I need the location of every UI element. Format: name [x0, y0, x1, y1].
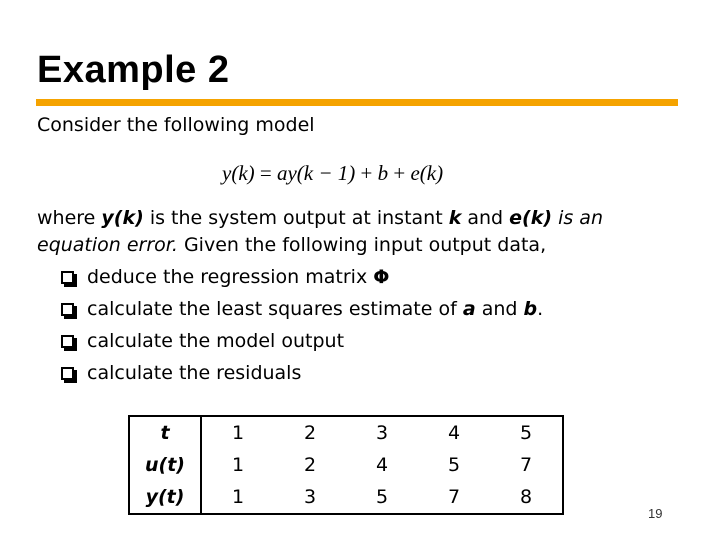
table-cell: 4	[418, 416, 490, 449]
bullet-text: .	[537, 298, 544, 320]
table-cell: 7	[418, 481, 490, 514]
equation-plus: +	[388, 161, 411, 185]
table-row	[129, 416, 563, 449]
checkbox-bullet-icon	[61, 271, 74, 284]
list-item	[61, 293, 543, 325]
table-cell: 2	[303, 454, 317, 476]
description-text: Given the following input output data,	[177, 234, 547, 256]
equation-a: a	[276, 161, 288, 185]
k-term: k	[448, 207, 462, 229]
title-underline	[36, 99, 678, 106]
table-cell: 8	[490, 481, 563, 514]
row-header: y(t)	[129, 481, 201, 514]
equation-lhs: y(k)	[222, 161, 255, 185]
equation-b: b	[377, 161, 389, 185]
bullet-text: calculate the least squares estimate of	[87, 298, 457, 320]
description-text: where	[37, 207, 102, 229]
table-cell: 1	[201, 481, 274, 514]
list-item	[61, 261, 543, 293]
table-cell: 1	[231, 454, 245, 476]
bullet-text: and	[481, 298, 518, 320]
list-item	[61, 325, 543, 357]
table-cell: 1	[201, 416, 274, 449]
bullet-text: calculate the model output	[87, 330, 345, 352]
table-row	[129, 481, 563, 514]
data-table	[128, 415, 564, 515]
task-list	[61, 261, 543, 389]
table-cell: 3	[346, 416, 418, 449]
checkbox-bullet-icon	[61, 335, 74, 348]
description-text: is the system output at instant	[143, 207, 449, 229]
row-header: t	[129, 416, 201, 449]
description-text: and	[461, 207, 510, 229]
table-cell: 5	[490, 416, 563, 449]
row-header: u(t)	[129, 449, 201, 481]
equation-e: e(k)	[410, 161, 444, 185]
table-row	[129, 449, 563, 481]
table-cell: 3	[274, 481, 346, 514]
equation-y-prev: y(k − 1)	[287, 161, 356, 185]
checkbox-bullet-icon	[61, 303, 74, 316]
description-text: is an	[552, 207, 603, 229]
b-term: b	[523, 298, 538, 320]
y-term: y(k)	[101, 207, 144, 229]
phi-symbol: Φ	[373, 266, 390, 288]
page-number: 19	[648, 506, 663, 521]
description-text: equation error.	[37, 234, 178, 256]
checkbox-bullet-icon	[61, 367, 74, 380]
table-cell: 5	[346, 481, 418, 514]
bullet-text: calculate the residuals	[87, 362, 302, 384]
table-cell: 5	[447, 454, 461, 476]
slide-title: Example 2	[37, 49, 230, 91]
a-term: a	[462, 298, 476, 320]
description-line-2	[37, 229, 546, 261]
equation-plus: +	[355, 161, 378, 185]
table-cell: 4	[375, 454, 389, 476]
list-item	[61, 357, 543, 389]
table-cell: 2	[274, 416, 346, 449]
intro-text: Consider the following model	[37, 114, 315, 136]
e-term: e(k)	[509, 207, 553, 229]
equation-equals: =	[254, 161, 277, 185]
model-equation	[222, 158, 443, 188]
table-cell: 7	[490, 449, 563, 481]
bullet-text: deduce the regression matrix	[87, 266, 368, 288]
